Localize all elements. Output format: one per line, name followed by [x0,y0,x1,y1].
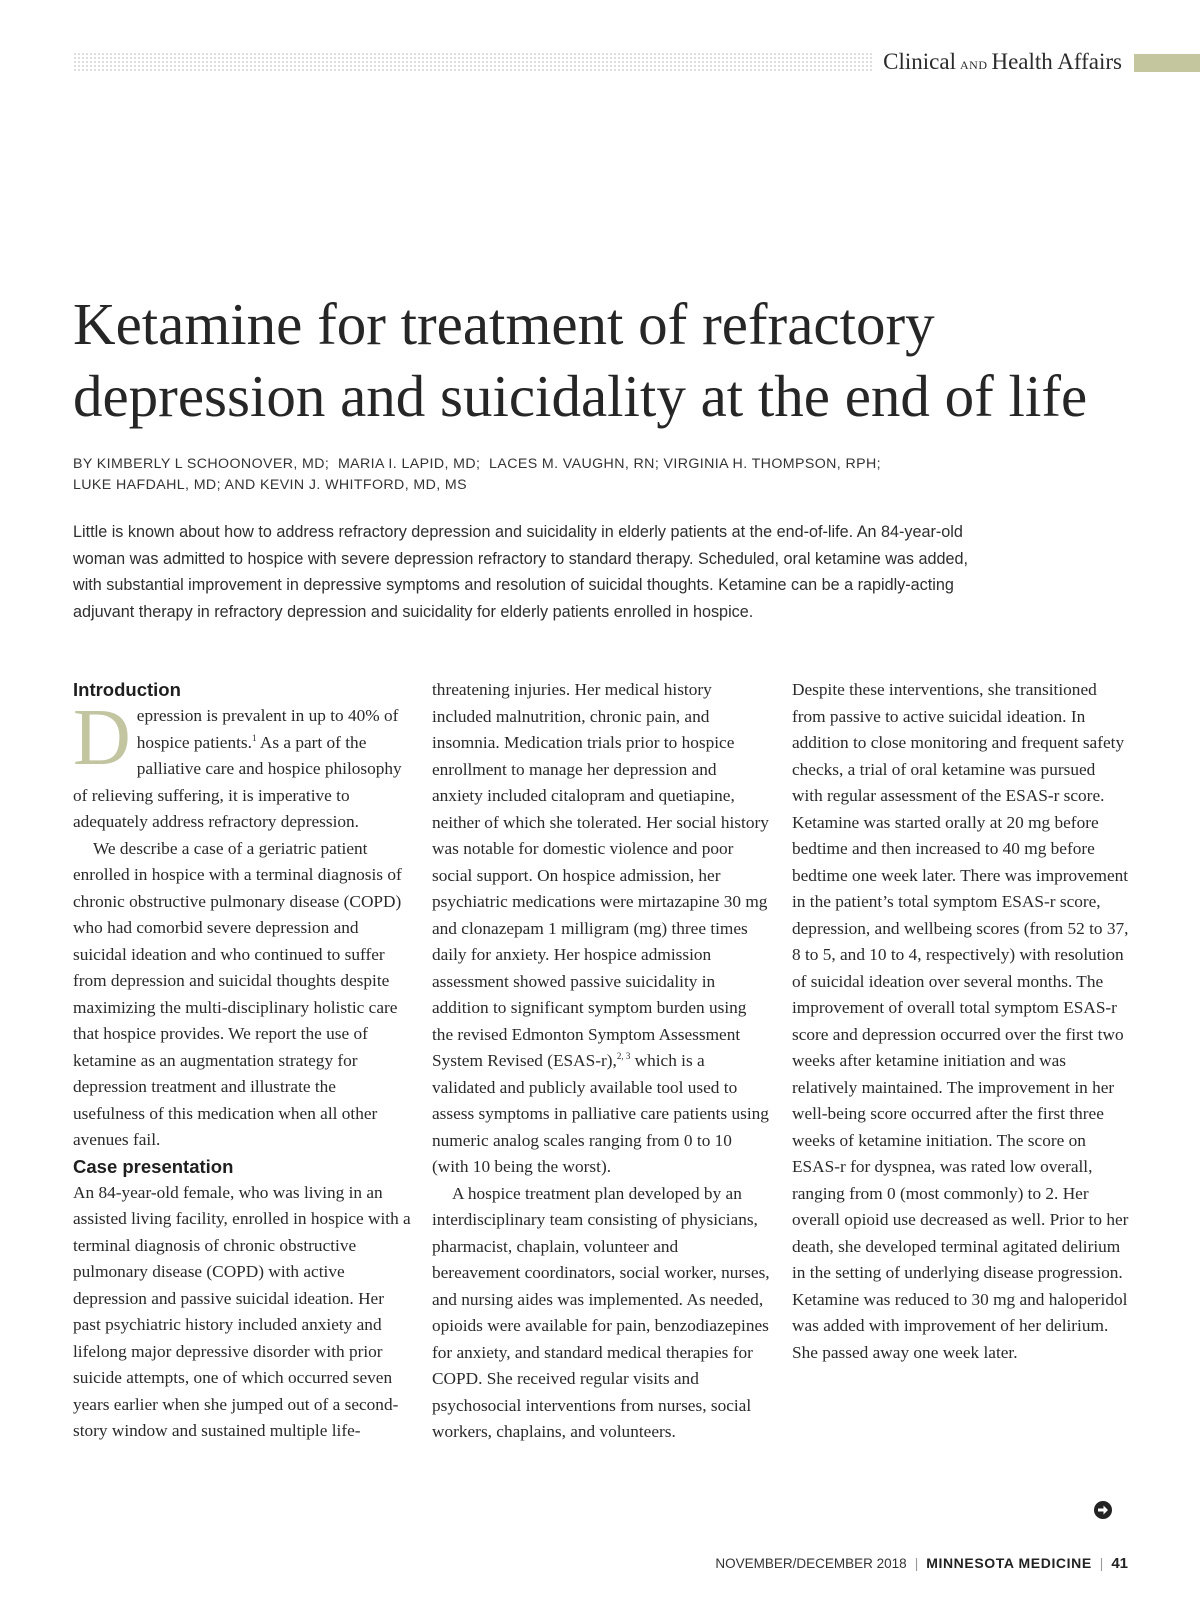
column-1 [73,677,411,1445]
author-line-2: LUKE HAFDAHL, MD; AND KEVIN J. WHITFORD, MD, MS [73,477,468,493]
arrow-right-circle-icon[interactable] [1094,1501,1112,1519]
section-accent-bar [1134,54,1200,72]
magazine-name: MINNESOTA MEDICINE [926,1555,1092,1571]
section-heading-case-presentation: Case presentation [73,1155,234,1177]
intro-paragraph-1: Depression is prevalent in up to 40% of hospice patients.$^1$ As a part of the palliative care and hospice philosophy of relieving suffering, it is imperative to adequately address refractory depression. [73,694,402,831]
page-footer: NOVEMBER/DECEMBER 2018 | MINNESOTA MEDICINE | 41 [715,1555,1128,1572]
drop-cap: D [73,694,131,782]
case-paragraph-1-cont: threatening injuries. Her medical history included malnutrition, chronic pain, and insomnia. Medication trials prior to hospice enrollment to manage her depression and anxiety included citalopram and quetiapine, neither of which she tolerated. Her social history was notable for domestic violence and poor social support. On hospice admission, her psychiatric medications were mirtazapine 30 mg and clonazepam 1 milligram (mg) three times daily for anxiety. Her hospice admission assessment showed passive suicidality in addition to significant symptom burden using the revised Edmonton Symptom Assessment System Revised (ESAS-r),$^{2, 3}$ which is a validated and publicly available tool used to assess symptoms in palliative care patients using numeric analog scales ranging from 0 to 10 (with 10 being the worst). [432,680,769,1176]
column-3 [792,677,1130,1366]
case-paragraph-2: A hospice treatment plan developed by an interdisciplinary team consisting of physicians, pharmacist, chaplain, volunteer and bereavement coordinators, social worker, nurses, and nursing aides was implemented. As needed, opioids were available for pain, benzodiazepines for anxiety, and standard medical therapies for COPD. She received regular visits and psychosocial interventions from nurses, social workers, chaplains, and volunteers. [432,1183,770,1441]
header-dot-rule [73,52,873,72]
author-line-1: BY KIMBERLY L SCHOONOVER, MD; MARIA I. LAPID, MD; LACES M. VAUGHN, RN; VIRGINIA H. THOMPSON, RPH; [73,456,881,472]
section-label: Clinical AND Health Affairs [873,49,1128,75]
citation-1: 1 [251,732,257,743]
article-title: Ketamine for treatment of refractory depression and suicidality at the end of life [73,291,1088,429]
issue-date: NOVEMBER/DECEMBER 2018 [715,1556,907,1571]
page-number: 41 [1111,1555,1128,1572]
intro-paragraph-2: We describe a case of a geriatric patient enrolled in hospice with a terminal diagnosis of chronic obstructive pulmonary disease (COPD) who had comorbid severe depression and suicidal ideation and who continued to suffer from depression and suicidal thoughts despite maximizing the multi-disciplinary holistic care that hospice provides. We report the use of ketamine as an augmentation strategy for depression treatment and illustrate the usefulness of this medication when all other avenues fail. [73,838,402,1149]
citation-2-3: 2, 3 [616,1051,631,1062]
case-paragraph-3: Despite these interventions, she transitioned from passive to active suicidal ideation. In addition to close monitoring and frequent safety checks, a trial of oral ketamine was pursued with regular assessment of the ESAS-r score. Ketamine was started orally at 20 mg before bedtime and then increased to 40 mg before bedtime one week later. There was improvement in the patient’s total symptom ESAS-r score, depression, and wellbeing scores (from 52 to 37, 8 to 5, and 10 to 4, respectively) with resolution of suicidal ideation over several months. The improvement of overall total symptom ESAS-r score and depression occurred over the first two weeks after ketamine initiation and was relatively maintained. The improvement in her well-being score occurred after the first three weeks of ketamine initiation. The score on ESAS-r for dyspnea, was rated low overall, ranging from 0 (most commonly) to 2. Her overall opioid use decreased as well. Prior to her death, she developed terminal agitated delirium in the setting of underlying disease progression. Ketamine was reduced to 30 mg and haloperidol was added with improvement of her delirium. She passed away one week later. [792,680,1129,1362]
case-paragraph-1: An 84-year-old female, who was living in an assisted living facility, enrolled in hospice with a terminal diagnosis of chronic obstructive pulmonary disease (COPD) with active depression and passive suicidal ideation. Her past psychiatric history included anxiety and lifelong major depressive disorder with prior suicide attempts, one of which occurred seven years earlier when she jumped out of a second-story window and sustained multiple life- [73,1182,411,1440]
author-byline [73,454,1053,496]
section-heading-introduction: Introduction [73,679,181,700]
abstract: Little is known about how to address refractory depression and suicidality in elderly patients at the end-of-life. An 84-year-old woman was admitted to hospice with severe depression refractory to standard therapy. Scheduled, oral ketamine was added, with substantial improvement in depressive symptoms and resolution of suicidal thoughts. Ketamine can be a rapidly-acting adjuvant therapy in refractory depression and suicidality for elderly patients enrolled in hospice. [73,523,968,621]
column-2 [432,677,770,1446]
